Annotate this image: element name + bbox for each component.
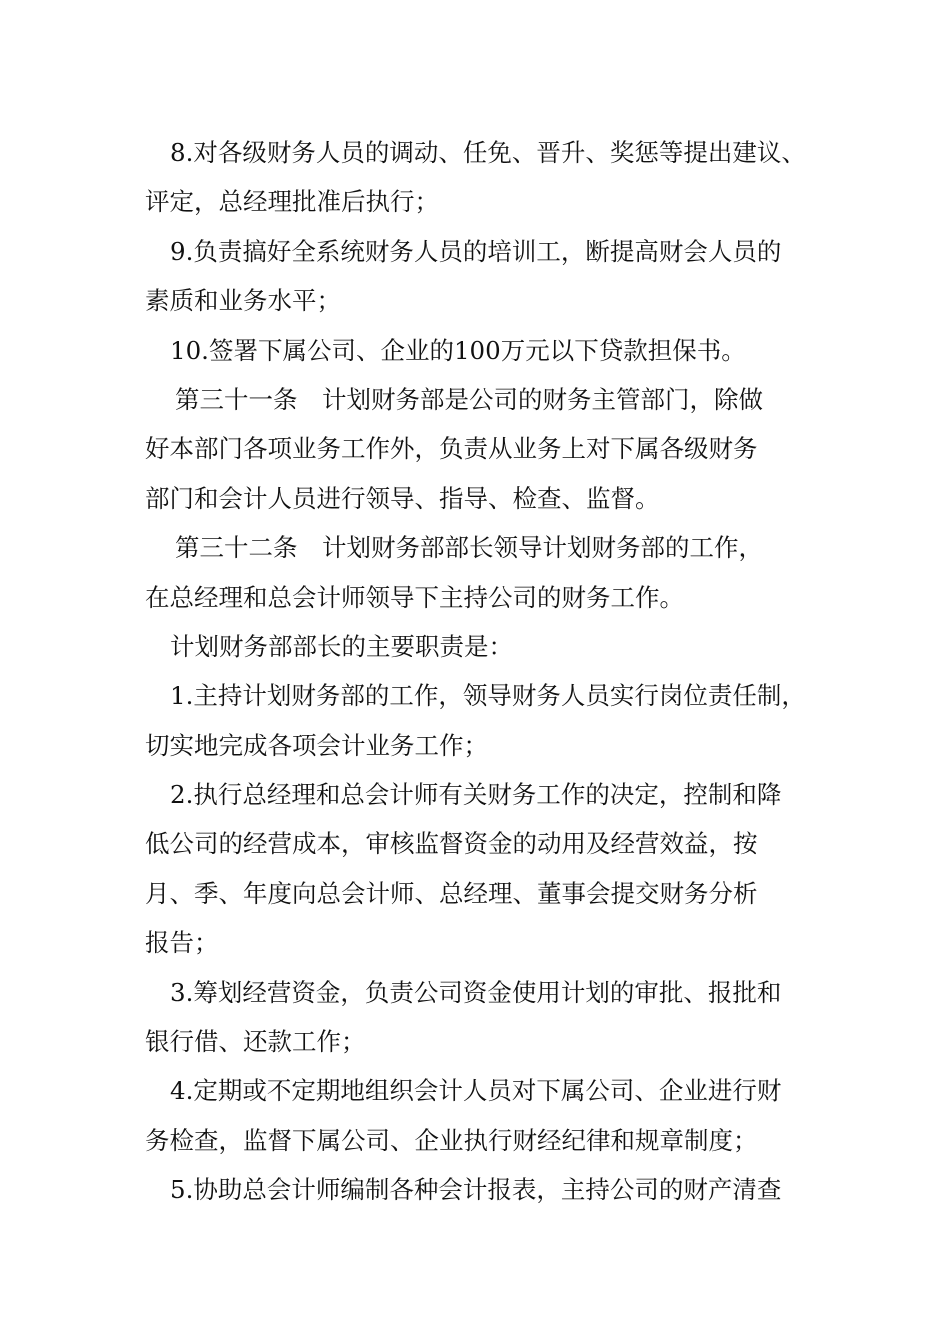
text-line: 月、季、年度向总会计师、总经理、董事会提交财务分析 [145, 878, 758, 908]
text-line: 8.对各级财务人员的调动、任免、晋升、奖惩等提出建议、 [170, 138, 806, 167]
text-line: 计划财务部部长的主要职责是： [170, 631, 513, 661]
text-line: 务检查，监督下属公司、企业执行财经纪律和规章制度； [145, 1125, 758, 1155]
text-line: 9.负责搞好全系统财务人员的培训工，断提高财会人员的 [170, 236, 782, 266]
text-line: 好本部门各项业务工作外，负责从业务上对下属各级财务 [145, 434, 758, 464]
body-text [145, 128, 815, 1215]
text-line: 5.协助总会计师编制各种会计报表，主持公司的财产清查 [170, 1175, 782, 1205]
text-line: 4.定期或不定期地组织会计人员对下属公司、企业进行财 [170, 1076, 782, 1106]
text-line: 切实地完成各项会计业务工作； [145, 730, 488, 760]
text-line: 1.主持计划财务部的工作，领导财务人员实行岗位责任制， [170, 681, 806, 711]
text-line: 3.筹划经营资金，负责公司资金使用计划的审批、报批和 [170, 977, 782, 1007]
text-line: 素质和业务水平； [145, 286, 341, 316]
text-line: 部门和会计人员进行领导、指导、检查、监督。 [145, 483, 660, 513]
text-line: 在总经理和总会计师领导下主持公司的财务工作。 [145, 582, 684, 612]
article-heading-line: 第三十一条 计划财务部是公司的财务主管部门，除做 [175, 384, 763, 414]
article-heading-line: 第三十二条 计划财务部部长领导计划财务部的工作， [175, 533, 763, 563]
text-line: 10.签署下属公司、企业的100万元以下贷款担保书。 [170, 335, 746, 365]
text-line: 评定，总经理批准后执行； [145, 187, 439, 217]
text-line: 低公司的经营成本，审核监督资金的动用及经营效益，按 [145, 829, 758, 859]
text-line: 报告； [145, 928, 219, 958]
text-line: 银行借、还款工作； [145, 1027, 366, 1057]
text-line: 2.执行总经理和总会计师有关财务工作的决定，控制和降 [170, 780, 782, 810]
